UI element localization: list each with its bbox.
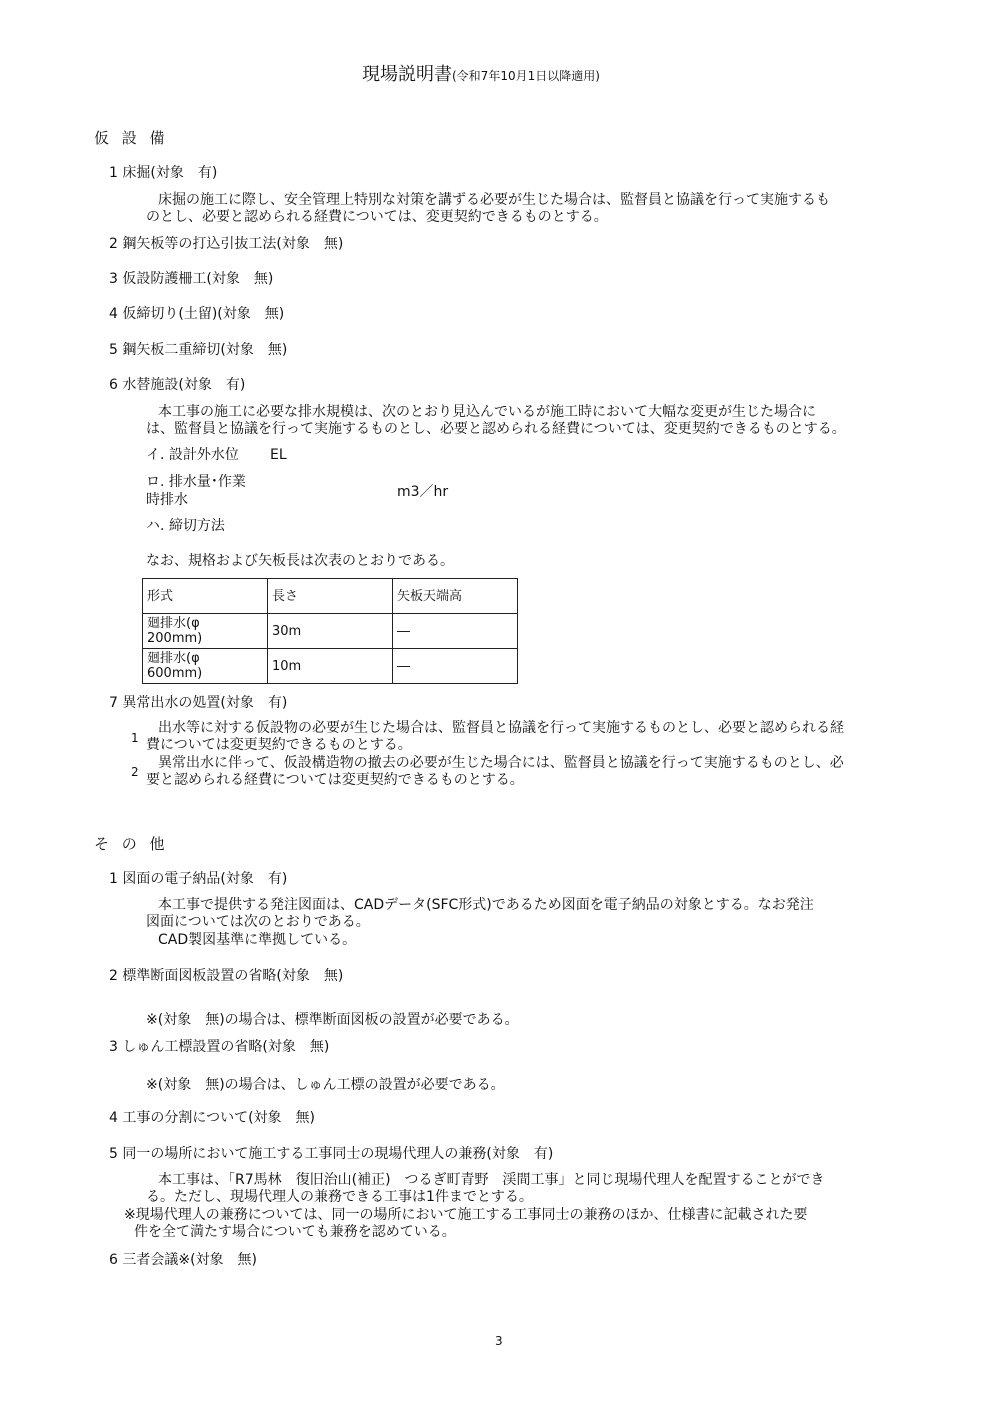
- sonota-item2-note: ※(対象 無)の場合は、標準断面図板の設置が必要である。: [146, 1012, 519, 1028]
- sub-item-i-label: イ. 設計外水位: [146, 447, 239, 463]
- table-cell-type-line2: 200mm): [147, 631, 203, 646]
- table-header-cell: 形式: [143, 579, 268, 614]
- section-heading-kasetsu: 仮 設 備: [94, 129, 169, 147]
- table-row: [143, 614, 518, 649]
- kasetsu-item7-1-line1: 出水等に対する仮設物の必要が生じた場合は、監督員と協議を行って実施するものとし、必要と認められる経: [158, 720, 844, 736]
- sonota-item5-note-line2: 件を全て満たす場合についても兼務を認めている。: [134, 1224, 456, 1240]
- kasetsu-item6-title: 6 水替施設(対象 有): [109, 377, 246, 393]
- kasetsu-item6-text-line2: は、監督員と協議を行って実施するものとし、必要と認められる経費については、変更契約できるものとする。: [146, 421, 846, 437]
- sonota-item2-title: 2 標準断面図板設置の省略(対象 無): [109, 968, 344, 984]
- table-cell-height: ―: [393, 614, 518, 649]
- sonota-item5-note-line1: ※現場代理人の兼務については、同一の場所において施工する工事同士の兼務のほか、仕様書に記載された要: [124, 1207, 808, 1223]
- table-intro: なお、規格および矢板長は次表のとおりである。: [146, 553, 454, 569]
- table-cell-height: ―: [393, 649, 518, 684]
- sonota-item1-line1: 本工事で提供する発注図面は、CADデータ(SFC形式)であるため図面を電子納品の対象とする。なお発注: [158, 897, 814, 913]
- item7-number-2: 2: [131, 765, 139, 779]
- table-row: [143, 649, 518, 684]
- sonota-item6-title: 6 三者会議※(対象 無): [109, 1252, 258, 1268]
- table-cell-length: 30m: [268, 614, 393, 649]
- kasetsu-item1-text-line2: のとし、必要と認められる経費については、変更契約できるものとする。: [146, 209, 608, 225]
- sonota-item5-title: 5 同一の場所において施工する工事同士の現場代理人の兼務(対象 有): [109, 1146, 554, 1162]
- sonota-item1-line2: 図面については次のとおりである。: [146, 914, 370, 930]
- table-cell-type-line1: 廻排水(φ: [147, 616, 200, 631]
- kasetsu-item5-title: 5 鋼矢板二重締切(対象 無): [109, 342, 288, 358]
- sonota-item1-title: 1 図面の電子納品(対象 有): [109, 871, 288, 887]
- table-header-cell: 矢板天端高: [393, 579, 518, 614]
- pile-spec-table: [142, 578, 518, 684]
- table-header-row: [143, 579, 518, 614]
- kasetsu-item1-text-line1: 床掘の施工に際し、安全管理上特別な対策を講ずる必要が生じた場合は、監督員と協議を行って実施するも: [158, 192, 830, 208]
- kasetsu-item2-title: 2 鋼矢板等の打込引抜工法(対象 無): [109, 236, 344, 252]
- sub-item-ha-label: ハ. 締切方法: [146, 518, 225, 534]
- sonota-item3-title: 3 しゅん工標設置の省略(対象 無): [109, 1039, 330, 1055]
- table-cell-length: 10m: [268, 649, 393, 684]
- section-heading-sonota: そ の 他: [94, 835, 169, 853]
- item7-number-1: 1: [131, 731, 139, 745]
- kasetsu-item7-1-line2: 費については変更契約できるものとする。: [146, 737, 412, 753]
- title-main: 現場説明書: [362, 64, 452, 85]
- sub-item-i-value: EL: [270, 447, 287, 463]
- table-cell-type: [143, 614, 268, 649]
- sub-item-ro-label-line1: ロ. 排水量･作業: [146, 474, 246, 490]
- kasetsu-item6-text-line1: 本工事の施工に必要な排水規模は、次のとおり見込んでいるが施工時において大幅な変更が生じた場合に: [158, 404, 816, 420]
- sonota-item3-note: ※(対象 無)の場合は、しゅん工標の設置が必要である。: [146, 1077, 505, 1093]
- kasetsu-item3-title: 3 仮設防護柵工(対象 無): [109, 271, 274, 287]
- sonota-item4-title: 4 工事の分割について(対象 無): [109, 1110, 316, 1126]
- kasetsu-item7-2-line1: 異常出水に伴って、仮設構造物の撤去の必要が生じた場合には、監督員と協議を行って実施するものとし、必: [158, 755, 844, 771]
- page-title: [362, 64, 600, 86]
- table-header-cell: 長さ: [268, 579, 393, 614]
- table-cell-type: [143, 649, 268, 684]
- table-cell-type-line2: 600mm): [147, 666, 203, 681]
- kasetsu-item7-2-line2: 要と認められる経費については変更契約できるものとする。: [146, 772, 524, 788]
- sonota-item5-line2: る。ただし、現場代理人の兼務できる工事は1件までとする。: [146, 1189, 533, 1205]
- sub-item-ro-label-line2: 時排水: [146, 492, 188, 508]
- sonota-item1-line3: CAD製図基準に準拠している。: [158, 932, 357, 948]
- kasetsu-item4-title: 4 仮締切り(土留)(対象 無): [109, 306, 285, 322]
- page-number: 3: [495, 1334, 503, 1348]
- title-subtitle: (令和7年10月1日以降適用): [452, 69, 600, 83]
- kasetsu-item1-title: 1 床掘(対象 有): [109, 165, 218, 181]
- sub-item-ro-unit: m3／hr: [397, 484, 449, 500]
- sonota-item5-line1: 本工事は、「R7馬林 復旧治山(補正) つるぎ町青野 渓間工事」と同じ現場代理人を配置することができ: [158, 1172, 825, 1188]
- table-cell-type-line1: 廻排水(φ: [147, 651, 200, 666]
- kasetsu-item7-title: 7 異常出水の処置(対象 有): [109, 695, 288, 711]
